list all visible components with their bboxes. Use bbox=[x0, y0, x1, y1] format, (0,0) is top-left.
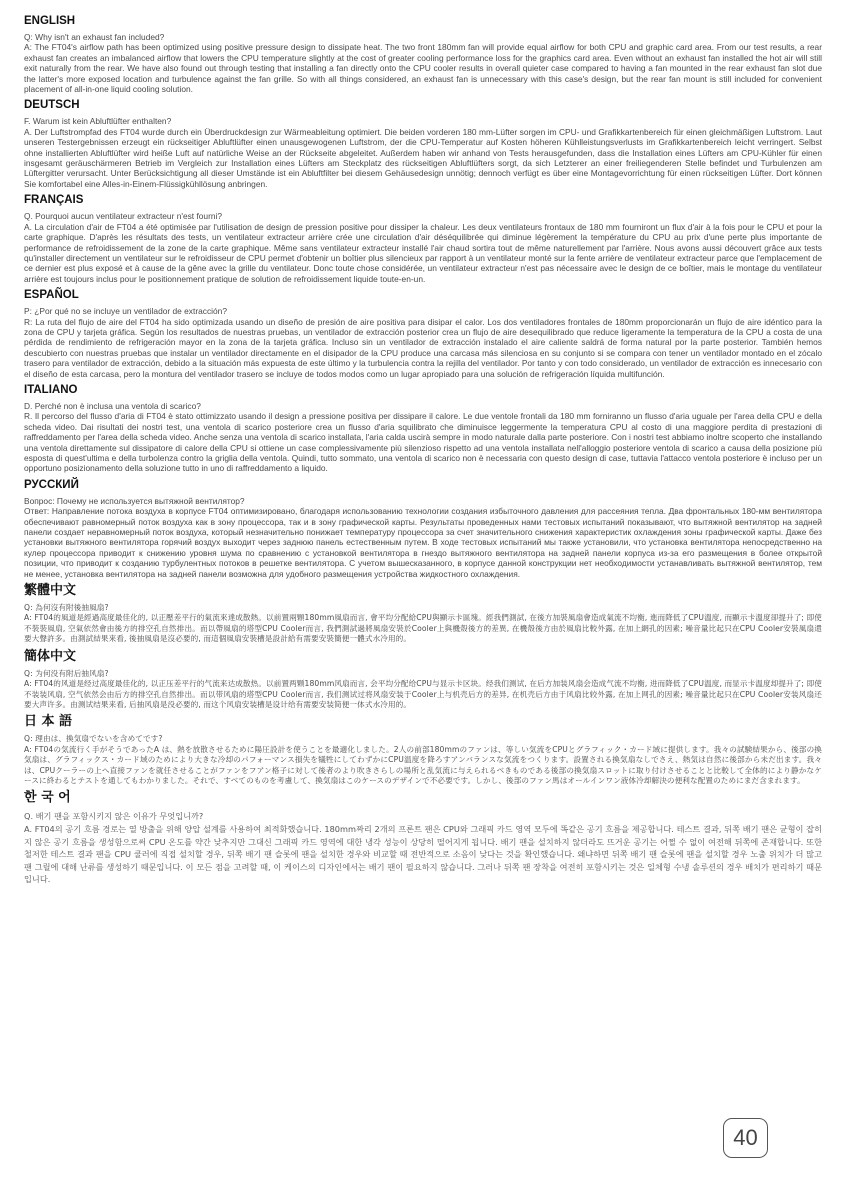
answer-italian: R. Il percorso del flusso d'aria di FT04 è stato ottimizzato usando il design a pressione positiva per dissipare il calore. Le due ventole frontali da 180 mm forniranno un flusso d'aria uguale per l'area della CPU e della scheda video. Dai risultati dei nostri test, una ventola di scarico posteriore crea un flusso d'aria squilibrato che diminuisce leggermente la temperatura CPU al costo di una maggiore perdita di prestazioni di raffreddamento per l'area della scheda video. Anche senza una ventola di scarico installata, l'aria calda uscirà sempre in modo naturale dalla parte posteriore. Con i nostri test abbiamo inoltre scoperto che installando una ventola direttamente sul dissipatore di calore della CPU si ottiene un case complessivamente più silenzioso rispetto ad una ventola installata nell'alloggio posteriore ventola di scarico a causa della posizione più esposta di quest'ultima e della turbolenza contro la griglia della ventola. Quindi, tutto sommato, una ventola di scarico non è necessaria con questo design di case, tuttavia l'attacco ventola posteriore è incluso per un opportuno posizionamento della soluzione tutto in uno di raffreddamento a liquido. bbox=[24, 411, 822, 474]
section-german bbox=[24, 98, 822, 189]
section-english bbox=[24, 14, 822, 94]
section-title-english: ENGLISH bbox=[24, 15, 76, 27]
section-traditional-chinese bbox=[24, 583, 822, 645]
question-simplified-chinese: Q: 为何没有附后抽风扇? bbox=[24, 668, 109, 678]
question-italian: D. Perché non è inclusa una ventola di scarico? bbox=[24, 400, 201, 411]
section-simplified-chinese bbox=[24, 649, 822, 711]
answer-japanese: A: FT04の気流行く手がそうであったA は、熱を放散させるために陽圧設計を使うことを最適化しました。2人の前部180mmのファンは、等しい気流をCPUとグラフィック・カード域に提供します。我々の試験結果から、後部の換気扇は、グラフィックス・カード域のためにより大きな冷却のパフォーマンス損失を犠牲にしてわずかにCPU温度を降ろすアンバランスな気流をつくります。設置される換気扇なしでさえ、熱気は自然に後部から未だ出ます。我々は、CPUクーラーの上へ直接ファンを就任させることがファンをフアン格子に対して後者のより吹きさらしの場所と乱気流に与えられるべきものである後部の換気扇スロットに取り付けさせることと比較して全体的により静かなケースに終わるとテストを通してもわかりました。それで、すべてのものを考慮して、換気扇はこのケースのデザインで不必要です。しかし、後部のファン馬はオールインワン液体冷却解決の便利な配置のためにまだ含まれます。 bbox=[24, 744, 822, 785]
section-title-spanish: ESPAÑOL bbox=[24, 289, 79, 302]
answer-traditional-chinese: A: FT04的風道是經過高度最佳化的, 以正壓差平行的氣流來達成散熱。以前置兩顆180mm風扇而言, 會平均分配給CPU與顯示卡區塊。經我們測試, 在後方加裝風扇會造成氣流不均衡, 進而降低了CPU溫度, 而顯示卡溫度卻提升了; 即使不裝裝風扇, 空氣依然會由後方的排空孔自然排出。而以帶風扇的塔型CPU Cooler而言, 我們測試過將風扇安裝於Cooler上與機殼後方的差異, 在機殼後方由於風扇比較外露, 在加上網孔的因素; 噪音量比起只在CPU Cooler安裝風扇還要大聲許多。由測試結果來看, 後抽風扇是沒必要的, 而這個風扇安裝槽是設計給有需要安裝簡便一體式水冷用的。 bbox=[24, 613, 822, 644]
section-title-italian: ITALIANO bbox=[24, 383, 78, 396]
section-title-traditional-chinese: 繁體中文 bbox=[24, 583, 77, 599]
section-russian bbox=[24, 478, 822, 579]
section-title-simplified-chinese: 簡体中文 bbox=[24, 648, 77, 664]
answer-spanish: R: La ruta del flujo de aire del FT04 ha sido optimizada usando un diseño de presión de aire positiva para disipar el calor. Los dos ventiladores frontales de 180mm proporcionarán un flujo de aire idéntico para la zona de CPU y tarjeta gráfica. Según los resultados de nuestras pruebas, un ventilador de extracción posterior crea un flujo de aire desequilibrado que reduce ligeramente la temperatura de la CPU a costa de una pérdida de rendimiento de refrigeración mayor en la zona de la tarjeta gráfica. Incluso sin un ventilador de extracción instalado el aire caliente saldrá de forma natural por la parte posterior. También hemos descubierto con nuestras pruebas que instalar un ventilador directamente en el disipador de la CPU produce una carcasa más silenciosa en su conjunto si se compara con tener un ventilador montado en el zócalo trasero para ventilador de extracción, debido a la situación más expuesta de este último y la turbulencia contra la rejilla del ventilador. Por tanto y con todo considerado, un ventilador de extracción es innecesario con el diseño de esta carcasa, pero la montura del ventilador trasero se incluye de todos modos como un lugar apropiado para una solución de refrigeración líquida multifunción. bbox=[24, 316, 822, 379]
section-italian bbox=[24, 383, 822, 474]
section-title-german: DEUTSCH bbox=[24, 99, 80, 112]
answer-korean: A. FT04의 공기 흐름 경로는 열 방출을 위해 양압 설계를 사용하여 최적화했습니다. 180mm짜리 2개의 프론트 팬은 CPU와 그래픽 카드 영역 모두에 똑같은 공기 흐름을 제공합니다. 테스트 결과, 뒤쪽 배기 팬은 균형이 잡히지 않은 공기 흐름을 생성함으로써 CPU 온도를 약간 낮추지만 그대신 그래픽 카드 영역에 대한 냉각 성능이 상당히 떨어지게 됩니다. 배기 팬을 설치하지 않더라도 뜨거운 공기는 어쩔 수 없이 여전해 뒤쪽에 존재합니다. 또한 철저한 테스트 결과 팬을 CPU 쿨러에 직접 설치할 경우, 뒤쪽 배기 팬 슬롯에 팬을 설치한 경우와 비교할 때 전반적으로 소음이 낮다는 것을 확인했습니다. 왜냐하면 뒤쪽 배기 팬 슬롯에 팬을 설치할 경우 노출 위치가 더 많고 팬 그릴에 대해 난류를 생성하기 때문입니다. 이 모든 점을 고려할 때, 이 케이스의 디자인에서는 배기 팬이 필요하지 않습니다. 그러나 뒤쪽 팬 장착을 여전히 포함시키는 것은 일체형 수냉 솔루션의 경우 배치가 편리하기 때문입니다. bbox=[24, 823, 822, 885]
section-japanese bbox=[24, 714, 822, 786]
section-title-russian: РУССКИЙ bbox=[24, 478, 79, 491]
section-title-french: FRANÇAIS bbox=[24, 194, 84, 207]
question-russian: Вопрос: Почему не используется вытяжной вентилятор? bbox=[24, 495, 245, 506]
answer-english: A: The FT04's airflow path has been optimized using positive pressure design to dissipate heat. The two front 180mm fan will provide equal airflow for both CPU and graphic card area. From our test results, a rear exhaust fan creates an imbalanced airflow that lowers the CPU temperature slightly at the cost of greater cooling performance loss for the graphics card area. Even without an exhaust fan installed the hot air will still exit naturally from the rear. We have also found out through testing that installing a fan directly onto the CPU cooler results in overall quieter case compared to having a fan mounted in the rear exhaust fan slot due the latter's more exposed location and turbulence against the fan grille. So with all things considered, an exhaust fan is unnecessary with this case's design, but the rear fan mount is still included for convenient placement of all-in-one liquid cooling solution. bbox=[24, 42, 822, 95]
question-german: F. Warum ist kein Abluftlüfter enthalten? bbox=[24, 116, 172, 127]
section-french bbox=[24, 193, 822, 284]
section-title-korean: 한 국 어 bbox=[24, 790, 71, 806]
answer-german: A. Der Luftstrompfad des FT04 wurde durch ein Überdruckdesign zur Wärmeableitung optimiert. Die beiden vorderen 180 mm-Lüfter sorgen im CPU- und Grafikkartenbereich für einen gleichmäßigen Luftstrom. Laut unseren Testergebnissen erzeugt ein rückseitiger Abluftlüfter einen unausgewogenen Luftstrom, der die CPU-Temperatur auf Kosten höheren Kühlleistungsverlusts im Grafikkartenbereich leicht verringert. Selbst ohne installierten Abluftlüfter wird heiße Luft auf natürliche Weise an der Rückseite abgeleitet. Außerdem haben wir anhand von Tests herausgefunden, dass die Installation eines Lüfters am CPU-Kühler für einen insgesamt geräuschärmeren Betrieb im Vergleich zur Installation eines Lüfters am Steckplatz des rückseitigen Abluftlüfters sorgt, da sich Letzterer an einer freiliegenderen Stelle befindet und Turbulenzen am Lüftergitter verursacht. Unter Berücksichtigung all dieser Umstände ist ein Abluftfilter bei diesem Gehäusedesign unnötig; dennoch verfügt es über eine Montagevorrichtung für einen rückseitigen Lüfter. Dort können Sie komfortabel eine Alles-in-Einem-Flüssigkühllösung anbringen. bbox=[24, 126, 822, 189]
answer-simplified-chinese: A: FT04的风道是经过高度最佳化的, 以正压差平行的气流来达成散热。以前置两颗180mm风扇而言, 会平均分配给CPU与显示卡区块。经我们测试, 在后方加装风扇会造成气流不均衡, 进而降低了CPU温度, 而显示卡温度却提升了; 即使不装装风扇, 空气依然会由后方的排空孔自然排出。而以带风扇的塔型CPU Cooler而言, 我们测试过将风扇安装于Cooler上与机壳后方的差异, 在机壳后方由于风扇比较外露, 在加上网孔的因素; 噪音量比起只在CPU Cooler安装风扇还要大声许多。由测试结果来看, 后抽风扇是没必要的, 而这个风扇安装槽是设计给有需要安装简便一体式水冷用的。 bbox=[24, 679, 822, 709]
section-title-japanese: 日 本 語 bbox=[24, 714, 73, 730]
page-number-badge: 40 bbox=[723, 1118, 768, 1158]
question-traditional-chinese: Q: 為何沒有附後抽風扇? bbox=[24, 603, 109, 613]
question-korean: Q. 배기 팬을 포함시키지 않은 이유가 무엇입니까? bbox=[24, 811, 204, 822]
answer-russian: Ответ: Направление потока воздуха в корпусе FT04 оптимизировано, благодаря использованию технологии создания избыточного давления для рассеяния тепла. Два фронтальных 180-мм вентилятора обеспечивают равномерный поток воздуха как в зону процессора, так и в зону графической карты. Результаты проведенных нами тестовых испытаний показывают, что вытяжной вентилятор на задней панели создает неравномерный поток воздуха, который незначительно понижает температуру процессора за счет значительного снижения характеристик охлаждения зоны графической карты. Даже без установки вытяжного вентилятора горячий воздух выходит через заднюю панель естественным путем. В ходе тестовых испытаний мы также установили, что установка вентилятора непосредственно на кулер процессора приводит к снижению уровня шума по сравнению с установкой вентилятора в гнездо вытяжного вентилятора на задней панели корпуса из-за его размещения в более открытой позиции, что приводит к созданию турбулентных потоков в решетке вентилятора. С учетом вышесказанного, в корпусе данной конструкции нет необходимости устанавливать вытяжной вентилятор, тем не менее, установка вентилятора на задней панели возможна для удобного размещения устройства жидкостного охлаждения. bbox=[24, 506, 822, 579]
question-spanish: P: ¿Por qué no se incluye un ventilador de extracción? bbox=[24, 306, 227, 317]
question-japanese: Q: 理由は、換気扇でないを含めてです? bbox=[24, 734, 163, 744]
faq-content bbox=[24, 14, 822, 886]
section-spanish bbox=[24, 288, 822, 379]
question-french: Q. Pourquoi aucun ventilateur extracteur n'est fourni? bbox=[24, 211, 223, 222]
question-english: Q: Why isn't an exhaust fan included? bbox=[24, 32, 165, 42]
answer-french: A. La circulation d'air de FT04 a été optimisée par l'utilisation de design de pression positive pour dissiper la chaleur. Les deux ventilateurs frontaux de 180 mm fourniront un flux d'air à la fois pour le CPU et pour la carte graphique. D'après les résultats des tests, un ventilateur extracteur arrière crée une circulation d'air déséquilibrée qui diminue légèrement la température du CPU au prix d'une perte plus importante de performance de refroidissement de la zone de la carte graphique. Même sans ventilateur extracteur installé l'air chaud sortira tout de même naturellement par l'arrière. Nous avons aussi découvert grâce aux tests qu'installer directement un ventilateur sur le refroidisseur de CPU permet d'obtenir un boîtier plus silencieux par rapport à un ventilateur monté sur la fente arrière de ventilateur extracteur parce que l'emplacement de ce dernier est plus exposé et à cause de la gêne avec la grille du ventilateur. Donc toute chose considérée, un ventilateur extracteur n'est pas nécessaire avec le design de ce boîtier, mais le montage du ventilateur arrière est toujours inclus pour le positionnement pratique de solution de refroidissement liquide toute-en-un. bbox=[24, 221, 822, 284]
section-korean bbox=[24, 790, 822, 886]
